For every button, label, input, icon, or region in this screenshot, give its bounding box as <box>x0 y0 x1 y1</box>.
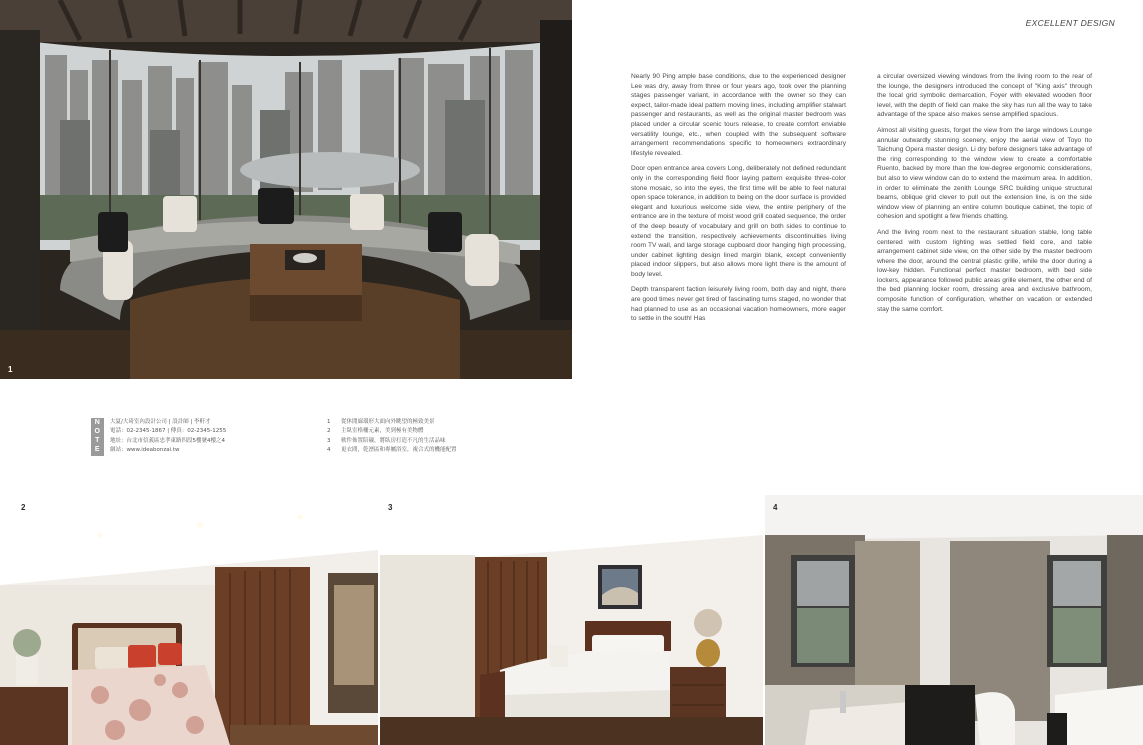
bedroom-illustration <box>0 495 378 745</box>
paragraph: Nearly 90 Ping ample base conditions, due to the experienced designer Lee was dry, away from three or four years ago, took over the planning stages passenger variant, in accordance with the owner so they can expect, tailor-made ideal pattern moving lines, including amplifier stalwart passenger and restaurants, as well as the original master bedroom was placed under a circular scenic tours release, to create comfort enviable versatility lounge, etc., when coupled with the subsequent software arrangement recommendations specific to homeowners extraordinary lifestyle revealed. <box>631 73 846 157</box>
caption-list <box>327 418 457 456</box>
article-column-right <box>877 72 1092 320</box>
contact-line: 電話：02-2345-1867 | 傳真：02-2345-1255 <box>110 428 227 435</box>
bathroom-illustration <box>765 495 1143 745</box>
living-room-illustration <box>0 0 572 379</box>
caption-item <box>327 427 457 436</box>
paragraph: And the living room next to the restaurant situation stable, long table centered with custom lighting was settled field core, and table arrangement cabinet side view, on the other side by the master bedroom where the door, around the central plastic grille, while the door during a low-key hidden. Functional perfect master bedroom, with bed side lockers, appearance followed public areas grille element, the other end of the bed planning locker room, dressing area and exclusive bathroom, composite function of configuration, whether on vacation or extended stay the same comfort. <box>877 228 1092 313</box>
caption-item <box>327 446 457 455</box>
photo-bathroom <box>765 495 1143 745</box>
photo-number: 3 <box>388 503 393 512</box>
caption-text: 從休閒廊環形大面向外眺望的極致美景 <box>341 419 435 425</box>
paragraph: Depth transparent faction leisurely living room, both day and night, there are good times never get tired of fascinating turns staged, no wonder that had planned to use as an occasional vacation homeowners, more eager to settle in the south! Has <box>631 286 846 323</box>
caption-text: 軟件佈置陪襯，將臥房打造不凡的生活品味 <box>341 437 446 444</box>
caption-number: 2 <box>327 428 331 435</box>
designer-contact-info <box>110 418 226 456</box>
note-letter: N <box>94 419 101 427</box>
caption-number: 3 <box>327 437 331 444</box>
note-letter: E <box>94 445 101 453</box>
photo-master-bedroom <box>0 495 378 745</box>
note-letter: O <box>94 428 101 436</box>
photo-number: 4 <box>773 503 778 512</box>
caption-item <box>327 418 457 427</box>
photo-number: 1 <box>8 365 13 374</box>
caption-text: 主臥室格柵元素，美到極有美物體 <box>341 428 424 435</box>
bedroom-illustration <box>380 495 763 745</box>
caption-number: 4 <box>327 447 331 454</box>
photo-living-room <box>0 0 572 379</box>
caption-number: 1 <box>327 419 331 425</box>
paragraph: Door open entrance area covers Long, deliberately not defined redundant only in the corresponding field floor laying pattern exquisite three-color stone mosaic, so into the eyes, the first time will be able to feel natural open space tolerance, in addition to being on the door surface is provided elegant and luxurious welcome side view, the entire periphery of the entrance are in the texture of moist wood grill coated sequence, the order of the deep beauty of vocabulary and grill on both sides to continue to extend the transition, respectively achievements discontinuities living room TV wall, and large storage cupboard door hanging high processing, under cabinet lighting design lined margin blank, except conveniently placed indoor slippers, but also allows more light there is the amount of body level. <box>631 165 846 278</box>
caption-item <box>327 437 457 446</box>
contact-line: 地址：台北市信義區忠孝東路四段5樓號4樓之4 <box>110 437 225 444</box>
photo-second-bedroom <box>380 495 763 745</box>
photo-number: 2 <box>21 503 26 512</box>
note-letter: T <box>95 437 100 444</box>
section-label: EXCELLENT DESIGN <box>1025 18 1115 28</box>
note-label <box>91 418 104 456</box>
caption-text: 更衣間，乾溼區和專屬浴室，複合式的機能配置 <box>341 447 457 454</box>
contact-line: 大夏/大琦室內設計公司 | 設計師 | 李軒才 <box>110 419 211 425</box>
contact-line: 網站：www.ideabonzai.tw <box>110 447 180 454</box>
article-column-left <box>631 72 846 330</box>
paragraph: a circular oversized viewing windows from the living room to the rear of the lounge, the designers introduced the concept of "King axis" through the local grid symbolic demarcation, Foyer with elevated wooden floor level, with the depth of field can make the sky has run all the way to take advantage of the space also makes sense amplified spacious. <box>877 73 1092 119</box>
paragraph: Almost all visiting guests, forget the view from the large windows Lounge annular outwardly stunning scenery, enjoy the aerial view of Toyo Ito Taichung Opera master design. Li dry before designers take advantage of the ring corresponding to the window view to create a comfortable Ruento, backed by more than the low-degree ergonomic considerations, but also to view window can do to extend the maximum area. In addition, in order to eliminate the zenith Lounge SRC building unique structural beams, oblique grid clever to pull out the extension line, is on the side window view of planning an entire column boutique cabinet, the topic of cohesion and spotlight a few friends chatting. <box>877 126 1092 221</box>
